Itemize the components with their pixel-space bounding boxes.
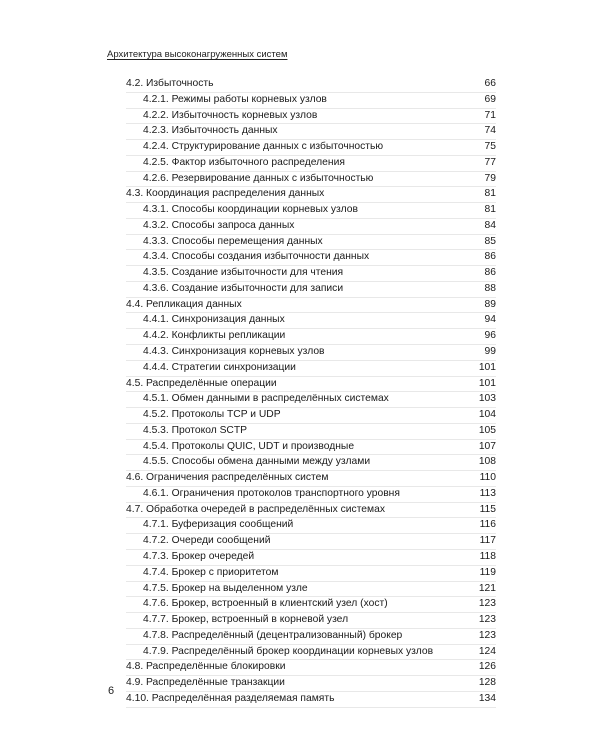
toc-section (126, 377, 496, 393)
toc-entry-title: 4.8. Распределённые блокировки (126, 661, 286, 673)
toc-entry-page: 117 (479, 535, 496, 547)
toc-subsection (126, 313, 496, 329)
table-of-contents (126, 77, 496, 708)
toc-subsection (126, 424, 496, 440)
toc-subsection (126, 566, 496, 582)
toc-entry-title: 4.2.6. Резервирование данных с избыточностью (143, 172, 374, 184)
toc-subsection (126, 550, 496, 566)
toc-subsection (126, 219, 496, 235)
toc-section (126, 692, 496, 708)
toc-subsection (126, 597, 496, 613)
toc-entry-title: 4.10. Распределённая разделяемая память (126, 692, 335, 704)
toc-entry-title: 4.6.1. Ограничения протоколов транспортного уровня (143, 487, 400, 499)
toc-entry-title: 4.7.6. Брокер, встроенный в клиентский узел (хост) (143, 598, 388, 610)
toc-entry-page: 110 (479, 472, 496, 484)
toc-entry-title: 4.4.4. Стратегии синхронизации (143, 361, 296, 373)
toc-entry-title: 4.5. Распределённые операции (126, 377, 277, 389)
toc-subsection (126, 392, 496, 408)
toc-entry-page: 134 (478, 692, 496, 704)
toc-entry-title: 4.2.5. Фактор избыточного распределения (143, 156, 345, 168)
toc-entry-page: 84 (484, 219, 496, 231)
toc-entry-title: 4.9. Распределённые транзакции (126, 677, 285, 689)
toc-entry-page: 74 (484, 125, 496, 137)
toc-entry-title: 4.3.3. Способы перемещения данных (143, 235, 323, 247)
toc-entry-page: 128 (478, 677, 496, 689)
toc-entry-title: 4.2.1. Режимы работы корневых узлов (143, 93, 327, 105)
toc-entry-page: 79 (484, 172, 496, 184)
toc-subsection (126, 629, 496, 645)
toc-section (126, 77, 496, 93)
toc-entry-page: 96 (484, 330, 496, 342)
toc-subsection (126, 235, 496, 251)
toc-entry-title: 4.7.9. Распределённый брокер координации корневых узлов (143, 645, 434, 657)
toc-entry-title: 4.7.8. Распределённый (децентрализованный) брокер (143, 629, 403, 641)
toc-entry-title: 4.2.4. Структурирование данных с избыточностью (143, 141, 384, 153)
toc-section (126, 503, 496, 519)
toc-subsection (126, 203, 496, 219)
toc-entry-page: 66 (484, 78, 496, 89)
toc-entry-title: 4.2.2. Избыточность корневых узлов (143, 109, 318, 121)
toc-entry-page: 69 (484, 93, 496, 105)
toc-subsection (126, 645, 496, 661)
toc-entry-page: 113 (479, 487, 496, 499)
toc-entry-title: 4.3. Координация распределения данных (126, 188, 325, 200)
toc-entry-title: 4.5.1. Обмен данными в распределённых системах (143, 393, 389, 405)
toc-entry-title: 4.4.2. Конфликты репликации (143, 330, 286, 342)
toc-entry-page: 86 (484, 267, 496, 279)
toc-entry-page: 103 (478, 393, 496, 405)
page-number: 6 (108, 685, 115, 697)
toc-entry-title: 4.7.2. Очереди сообщений (143, 535, 271, 547)
toc-entry-page: 81 (484, 204, 496, 216)
toc-entry-page: 107 (478, 440, 496, 452)
toc-entry-page: 121 (478, 582, 496, 594)
toc-entry-title: 4.7. Обработка очередей в распределённых системах (126, 503, 385, 515)
toc-entry-page: 89 (484, 298, 496, 310)
toc-entry-page: 94 (484, 314, 496, 326)
toc-entry-page: 75 (484, 141, 496, 153)
toc-entry-title: 4.7.1. Буферизация сообщений (143, 519, 294, 531)
toc-subsection (126, 361, 496, 377)
toc-entry-page: 86 (484, 251, 496, 263)
toc-subsection (126, 250, 496, 266)
toc-section (126, 187, 496, 203)
toc-entry-title: 4.7.7. Брокер, встроенный в корневой узел (143, 614, 349, 626)
toc-entry-title: 4.7.4. Брокер с приоритетом (143, 566, 279, 578)
toc-entry-title: 4.4. Репликация данных (126, 298, 242, 310)
toc-entry-page: 85 (484, 235, 496, 247)
toc-entry-page: 81 (484, 188, 496, 200)
toc-section (126, 676, 496, 692)
toc-section (126, 471, 496, 487)
toc-subsection (126, 408, 496, 424)
toc-subsection (126, 124, 496, 140)
toc-subsection (126, 172, 496, 188)
toc-subsection (126, 534, 496, 550)
toc-entry-page: 123 (478, 629, 496, 641)
toc-entry-title: 4.2. Избыточность (126, 78, 214, 89)
toc-entry-page: 105 (478, 424, 496, 436)
toc-entry-page: 123 (478, 598, 496, 610)
toc-subsection (126, 518, 496, 534)
toc-entry-page: 101 (478, 361, 496, 373)
toc-entry-page: 116 (479, 519, 496, 531)
toc-subsection (126, 109, 496, 125)
toc-entry-title: 4.3.2. Способы запроса данных (143, 219, 295, 231)
toc-entry-page: 119 (479, 566, 496, 578)
toc-entry-page: 126 (478, 661, 496, 673)
toc-entry-page: 71 (484, 109, 496, 121)
toc-entry-title: 4.7.5. Брокер на выделенном узле (143, 582, 308, 594)
toc-subsection (126, 613, 496, 629)
toc-entry-page: 124 (478, 645, 496, 657)
toc-entry-title: 4.5.3. Протокол SCTP (143, 424, 248, 436)
toc-entry-page: 108 (478, 456, 496, 468)
toc-entry-page: 118 (479, 550, 496, 562)
toc-entry-title: 4.6. Ограничения распределённых систем (126, 472, 329, 484)
toc-entry-title: 4.5.4. Протоколы QUIC, UDT и производные (143, 440, 355, 452)
toc-subsection (126, 266, 496, 282)
toc-entry-title: 4.5.5. Способы обмена данными между узлами (143, 456, 371, 468)
toc-entry-page: 115 (479, 503, 496, 515)
toc-subsection (126, 156, 496, 172)
toc-entry-title: 4.3.6. Создание избыточности для записи (143, 282, 344, 294)
toc-entry-title: 4.4.3. Синхронизация корневых узлов (143, 346, 325, 358)
toc-entry-title: 4.3.5. Создание избыточности для чтения (143, 267, 344, 279)
toc-subsection (126, 93, 496, 109)
toc-entry-title: 4.4.1. Синхронизация данных (143, 314, 285, 326)
toc-entry-title: 4.3.4. Способы создания избыточности данных (143, 251, 370, 263)
toc-section (126, 660, 496, 676)
toc-entry-title: 4.2.3. Избыточность данных (143, 125, 278, 137)
toc-entry-page: 88 (484, 282, 496, 294)
toc-entry-page: 123 (478, 614, 496, 626)
toc-subsection (126, 455, 496, 471)
running-header: Архитектура высоконагруженных систем (107, 49, 288, 60)
toc-entry-page: 99 (484, 346, 496, 358)
toc-entry-title: 4.7.3. Брокер очередей (143, 550, 255, 562)
toc-entry-title: 4.5.2. Протоколы TCP и UDP (143, 409, 281, 421)
toc-subsection (126, 329, 496, 345)
toc-entry-page: 101 (478, 377, 496, 389)
toc-subsection (126, 345, 496, 361)
toc-subsection (126, 440, 496, 456)
toc-entry-page: 104 (478, 409, 496, 421)
toc-subsection (126, 487, 496, 503)
toc-entry-title: 4.3.1. Способы координации корневых узлов (143, 204, 358, 216)
toc-entry-page: 77 (484, 156, 496, 168)
toc-subsection (126, 282, 496, 298)
toc-subsection (126, 140, 496, 156)
toc-subsection (126, 582, 496, 598)
toc-section (126, 298, 496, 314)
